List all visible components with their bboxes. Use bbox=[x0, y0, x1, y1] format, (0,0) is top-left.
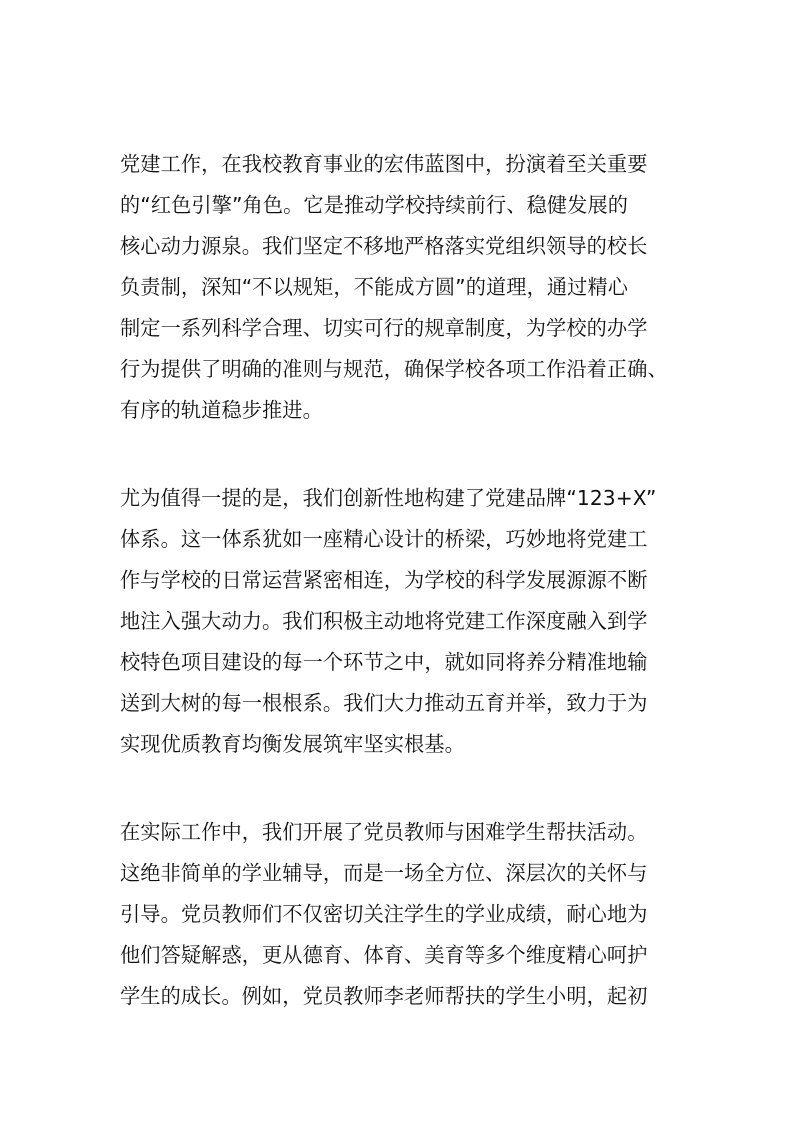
text-line: 这绝非简单的学业辅导，而是一场全方位、深层次的关怀与 bbox=[120, 861, 648, 885]
text-line: 校特色项目建设的每一个环节之中，就如同将养分精准地输 bbox=[120, 650, 648, 674]
text-line: 负责制，深知“不以规矩，不能成方圆”的道理，通过精心 bbox=[120, 275, 629, 299]
text-line: 尤为值得一提的是，我们创新性地构建了党建品牌“123+X” bbox=[120, 486, 657, 510]
text-line: 地注入强大动力。我们积极主动地将党建工作深度融入到学 bbox=[120, 609, 648, 633]
text-line: 的“红色引擎”角色。它是推动学校持续前行、稳健发展的 bbox=[120, 193, 629, 217]
text-line: 有序的轨道稳步推进。 bbox=[120, 398, 323, 422]
text-line: 核心动力源泉。我们坚定不移地严格落实党组织领导的校长 bbox=[120, 234, 648, 258]
text-line: 体系。这一体系犹如一座精心设计的桥梁，巧妙地将党建工 bbox=[120, 527, 648, 551]
text-line: 党建工作，在我校教育事业的宏伟蓝图中，扮演着至关重要 bbox=[120, 152, 648, 176]
text-line: 他们答疑解惑，更从德育、体育、美育等多个维度精心呵护 bbox=[120, 943, 648, 967]
text-line: 送到大树的每一根根系。我们大力推动五育并举，致力于为 bbox=[120, 691, 648, 715]
text-line: 作与学校的日常运营紧密相连，为学校的科学发展源源不断 bbox=[120, 568, 648, 592]
text-line: 行为提供了明确的准则与规范，确保学校各项工作沿着正确、 bbox=[120, 357, 668, 381]
paragraph-1 bbox=[120, 144, 680, 431]
text-line: 实现优质教育均衡发展筑牢坚实根基。 bbox=[120, 732, 465, 756]
text-line: 学生的成长。例如，党员教师李老师帮扶的学生小明，起初 bbox=[120, 984, 648, 1008]
text-line: 制定一系列科学合理、切实可行的规章制度，为学校的办学 bbox=[120, 316, 648, 340]
text-line: 在实际工作中，我们开展了党员教师与困难学生帮扶活动。 bbox=[120, 820, 648, 844]
document-body bbox=[120, 144, 680, 1064]
paragraph-3 bbox=[120, 812, 680, 1017]
text-line: 引导。党员教师们不仅密切关注学生的学业成绩，耐心地为 bbox=[120, 902, 648, 926]
paragraph-2 bbox=[120, 478, 680, 765]
